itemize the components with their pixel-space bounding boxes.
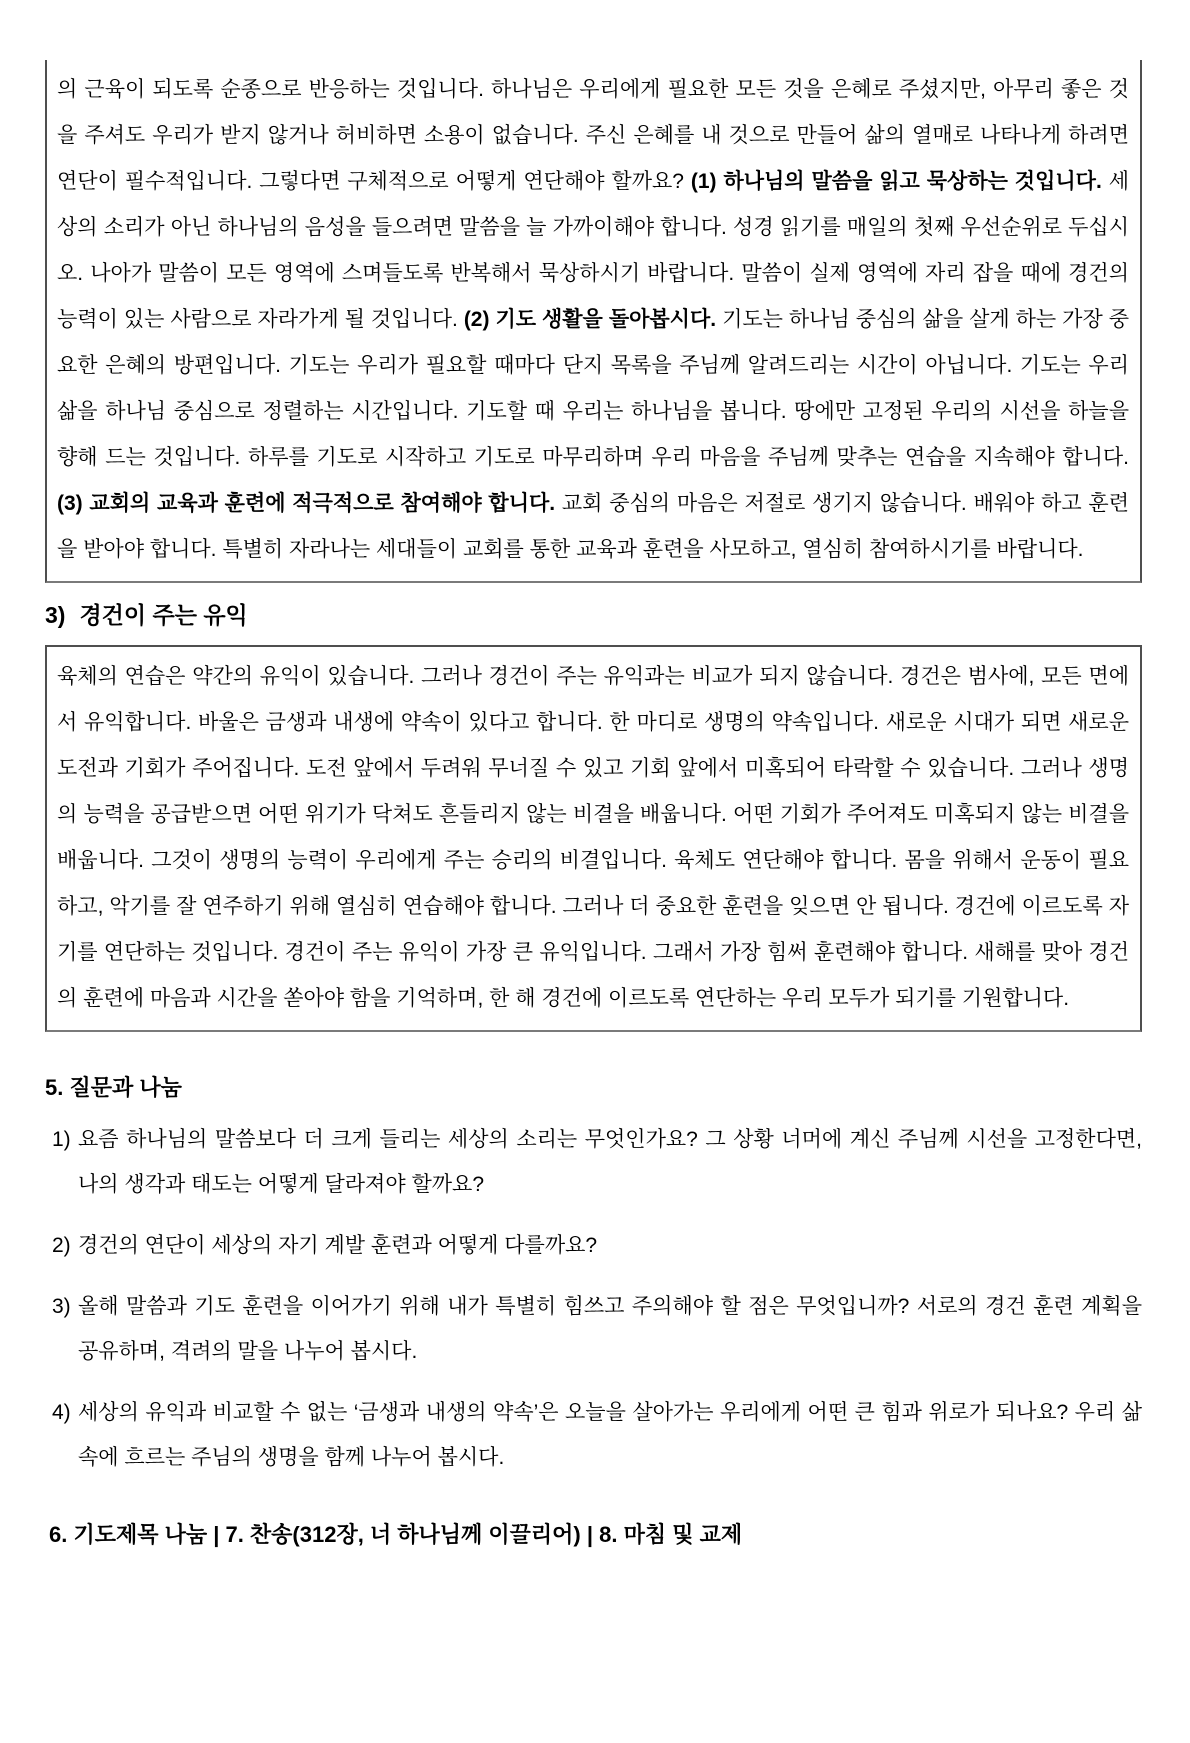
question-number: 4) xyxy=(52,1401,71,1424)
section-heading-text: 경건이 주는 유익 xyxy=(79,602,248,628)
document-page xyxy=(0,60,1190,1743)
section-heading-benefit xyxy=(45,600,1142,630)
question-item xyxy=(45,1223,1142,1268)
question-text: 경건의 연단이 세상의 자기 계발 훈련과 어떻게 다를까요? xyxy=(78,1234,598,1257)
question-item xyxy=(45,1117,1142,1207)
question-item xyxy=(45,1390,1142,1480)
section-heading-number: 3) xyxy=(45,602,66,628)
text-run: 기도는 하나님 중심의 삶을 살게 하는 가장 중요한 은혜의 방편입니다. 기도는 우리가 필요할 때마다 단지 목록을 주님께 알려드리는 시간이 아닙니다. 기도는 우리 삶을 하나님 중심으로 정렬하는 시간입니다. 기도할 때 우리는 하나님을 봅니다. 땅에만 고정된 우리의 시선을 하늘을 향해 드는 것입니다. 하루를 기도로 시작하고 기도로 마무리하며 우리 마음을 주님께 맞추는 연습을 지속해야 합니다. xyxy=(57,308,1129,469)
question-number: 3) xyxy=(52,1295,71,1318)
program-footer-line: 6. 기도제목 나눔 | 7. 찬송(312장, 너 하나님께 이끌리어) | 8. 마침 및 교제 xyxy=(49,1522,743,1547)
question-text: 올해 말씀과 기도 훈련을 이어가기 위해 내가 특별히 힘쓰고 주의해야 할 점은 무엇입니까? 서로의 경건 훈련 계획을 공유하며, 격려의 말을 나누어 봅시다. xyxy=(78,1295,1142,1363)
question-text: 요즘 하나님의 말씀보다 더 크게 들리는 세상의 소리는 무엇인가요? 그 상황 너머에 계신 주님께 시선을 고정한다면, 나의 생각과 태도는 어떻게 달라져야 할까요? xyxy=(78,1128,1142,1196)
godliness-training-box xyxy=(45,60,1142,583)
benefit-box: 육체의 연습은 약간의 유익이 있습니다. 그러나 경건이 주는 유익과는 비교가 되지 않습니다. 경건은 범사에, 모든 면에서 유익합니다. 바울은 금생과 내생에 약속이 있다고 합니다. 한 마디로 생명의 약속입니다. 새로운 시대가 되면 새로운 도전과 기회가 주어집니다. 도전 앞에서 두려워 무너질 수 있고 기회 앞에서 미혹되어 타락할 수 있습니다. 그러나 생명의 능력을 공급받으면 어떤 위기가 닥쳐도 흔들리지 않는 비결을 배웁니다. 어떤 기회가 주어져도 미혹되지 않는 비결을 배웁니다. 그것이 생명의 능력이 우리에게 주는 승리의 비결입니다. 육체도 연단해야 합니다. 몸을 위해서 운동이 필요하고, 악기를 잘 연주하기 위해 열심히 연습해야 합니다. 그러나 더 중요한 훈련을 잊으면 안 됩니다. 경건에 이르도록 자기를 연단하는 것입니다. 경건이 주는 유익이 가장 큰 유익입니다. 그래서 가장 힘써 훈련해야 합니다. 새해를 맞아 경건의 훈련에 마음과 시간을 쏟아야 함을 기억하며, 한 해 경건에 이르도록 연단하는 우리 모두가 되기를 기원합니다. xyxy=(45,645,1142,1032)
question-item xyxy=(45,1284,1142,1374)
text-run: 교회 중심의 마음은 저절로 생기지 않습니다. 배워야 하고 훈련을 받아야 합니다. 특별히 자라나는 세대들이 교회를 통한 교육과 훈련을 사모하고, 열심히 참여하시기를 바랍니다. xyxy=(57,492,1129,561)
questions-list xyxy=(45,1117,1142,1480)
bold-run: (3) 교회의 교육과 훈련에 적극적으로 참여해야 합니다. xyxy=(57,492,556,515)
question-number: 2) xyxy=(52,1234,71,1257)
question-number: 1) xyxy=(52,1128,71,1151)
text-run: 세상의 소리가 아닌 하나님의 음성을 들으려면 말씀을 늘 가까이해야 합니다. 성경 읽기를 매일의 첫째 우선순위로 두십시오. 나아가 말씀이 모든 영역에 스며들도록 반복해서 묵상하시기 바랍니다. 말씀이 실제 영역에 자리 잡을 때에 경건의 능력이 있는 사람으로 자라가게 될 것입니다. xyxy=(57,170,1129,331)
questions-heading: 5. 질문과 나눔 xyxy=(45,1075,182,1100)
bold-run: (1) 하나님의 말씀을 읽고 묵상하는 것입니다. xyxy=(690,170,1102,193)
question-text: 세상의 유익과 비교할 수 없는 ‘금생과 내생의 약속’은 오늘을 살아가는 우리에게 어떤 큰 힘과 위로가 되나요? 우리 삶 속에 흐르는 주님의 생명을 함께 나누어 봅시다. xyxy=(78,1401,1142,1469)
bold-run: (2) 기도 생활을 돌아봅시다. xyxy=(463,308,717,331)
text-run: 의 근육이 되도록 순종으로 반응하는 것입니다. 하나님은 우리에게 필요한 모든 것을 은혜로 주셨지만, 아무리 좋은 것을 주셔도 우리가 받지 않거나 허비하면 소용이 없습니다. 주신 은혜를 내 것으로 만들어 삶의 열매로 나타나게 하려면 연단이 필수적입니다. 그렇다면 구체적으로 어떻게 연단해야 할까요? xyxy=(57,78,1129,193)
